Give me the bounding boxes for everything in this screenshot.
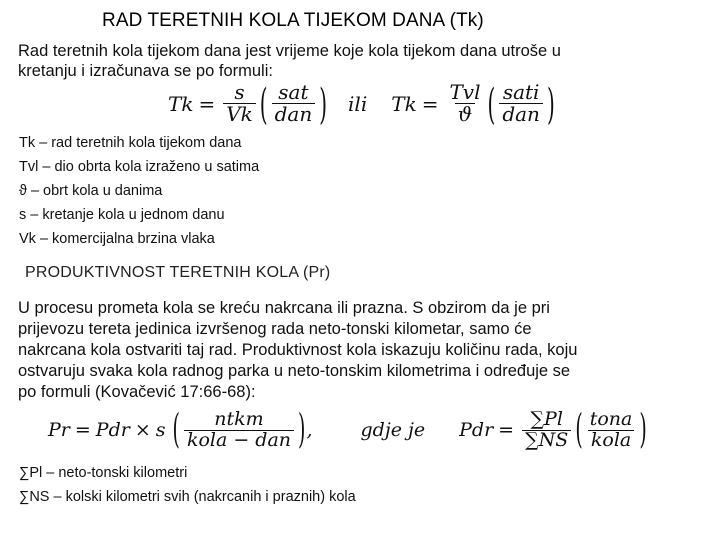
definition-item: ∑NS – kolski kilometri svih (nakrcanih i praznih) kola [19, 489, 356, 505]
left-paren: ( [259, 78, 268, 129]
unit-denominator: dan [272, 103, 316, 125]
definition-item: s – kretanje kola u jednom danu [19, 207, 225, 223]
page-title: RAD TERETNIH KOLA TIJEKOM DANA (Tk) [102, 10, 484, 31]
fraction-denominator: ∑NS [522, 430, 571, 451]
right-paren: ) [639, 407, 647, 454]
unit-numerator: sati [502, 80, 540, 104]
left-paren: ( [487, 78, 496, 129]
section-title: PRODUKTIVNOST TERETNIH KOLA (Pr) [25, 264, 331, 281]
unit-group [172, 407, 307, 454]
equals-sign: = [198, 91, 216, 116]
times-sign: × [134, 419, 151, 442]
s-term: s [155, 419, 166, 442]
paragraph-line: nakrcana kola ostvariti taj rad. Produktivnost kola iskazuju količinu rada, koju [18, 341, 578, 359]
unit-group [487, 78, 556, 129]
unit-numerator: sat [278, 80, 309, 104]
definition-list [19, 131, 259, 251]
fraction-numerator: s [234, 80, 245, 104]
fraction-numerator: Tvl [449, 80, 481, 104]
fraction-numerator: ∑Pl [530, 408, 563, 430]
productivity-text [18, 298, 577, 403]
paragraph-line: po formuli (Kovačević 17:66-68): [18, 383, 256, 401]
left-paren: ( [575, 407, 583, 454]
fraction-denominator: Vk [223, 103, 256, 125]
definition-item: ∑Pl – neto-tonski kilometri [19, 465, 188, 481]
ili-word: ili [348, 91, 368, 116]
unit-denominator: kola − dan [184, 430, 294, 451]
formula-pr [48, 407, 648, 454]
paragraph-line: prijevozu tereta jedinica izvršenog rada neto-tonski kilometar, samo će [18, 320, 532, 338]
equals-sign: = [498, 419, 515, 442]
unit-denominator: dan [499, 103, 543, 125]
definition-item: Vk – komercijalna brzina vlaka [19, 231, 215, 247]
right-paren: ) [298, 407, 306, 454]
unit-numerator: ntkm [214, 408, 264, 430]
left-paren: ( [172, 407, 180, 454]
formula-lhs-2: Tk [391, 91, 417, 116]
unit-denominator: kola [588, 430, 634, 451]
formula-lhs: Tk [168, 91, 194, 116]
formula-lhs: Pr [48, 419, 70, 442]
definition-list-2 [19, 461, 356, 509]
paragraph-line: U procesu prometa kola se kreću nakrcana ili prazna. S obzirom da je pri [18, 299, 550, 317]
intro-line: Rad teretnih kola tijekom dana jest vrijeme koje kola tijekom dana utroše u [18, 42, 561, 60]
gdje-je-text: gdje je [360, 419, 426, 442]
fraction-s-vk [223, 82, 256, 125]
unit-group [574, 407, 647, 454]
right-paren: ) [546, 78, 555, 129]
equals-sign: = [421, 91, 439, 116]
definition-item: ϑ – obrt kola u danima [19, 183, 163, 199]
equals-sign: = [74, 419, 91, 442]
unit-fraction [499, 82, 543, 125]
fraction-pl-ns [522, 410, 571, 451]
fraction-tvl-theta [446, 82, 483, 125]
unit-fraction [587, 410, 636, 451]
formula-tk [168, 78, 556, 129]
pdr-term: Pdr [95, 419, 130, 442]
unit-group [259, 78, 328, 129]
intro-line: kretanju i izračunava se po formuli: [18, 61, 273, 80]
definition-item: Tvl – dio obrta kola izraženo u satima [19, 159, 260, 175]
definition-item: Tk – rad teretnih kola tijekom dana [19, 135, 242, 151]
fraction-denominator: ϑ [455, 103, 475, 125]
unit-fraction [272, 82, 316, 125]
intro-text [18, 42, 561, 81]
pdr-lhs: Pdr [459, 419, 494, 442]
paragraph-line: ostvaruju svaka kola radnog parka u neto-tonskim kilometrima i određuje se [18, 362, 571, 380]
unit-fraction [184, 410, 294, 451]
comma: , [306, 419, 313, 442]
right-paren: ) [319, 78, 328, 129]
unit-numerator: tona [589, 408, 633, 430]
